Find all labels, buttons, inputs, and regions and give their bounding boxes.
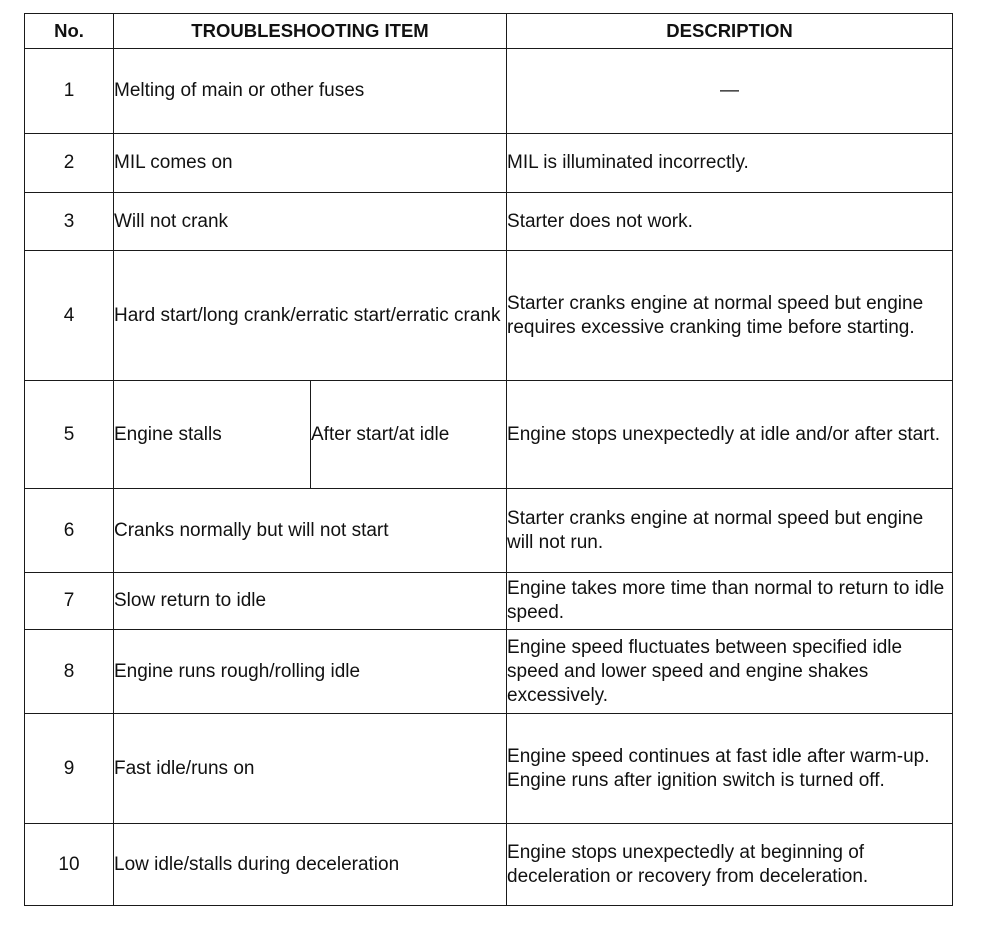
table-row: [25, 134, 953, 193]
description-cell: Engine speed fluctuates between specified idle speed and lower speed and engine shakes excessively.: [507, 630, 953, 714]
row-number: 3: [25, 193, 114, 251]
description-cell: Engine takes more time than normal to return to idle speed.: [507, 573, 953, 630]
row-number: 10: [25, 824, 114, 906]
header-description: DESCRIPTION: [507, 14, 953, 49]
row-number: 2: [25, 134, 114, 193]
table-row: [25, 573, 953, 630]
row-number: 6: [25, 489, 114, 573]
table-row: [25, 251, 953, 381]
troubleshooting-item: Engine stalls: [114, 381, 311, 489]
troubleshooting-item: Slow return to idle: [114, 573, 507, 630]
troubleshooting-sub-item: After start/at idle: [311, 381, 507, 489]
header-row: [25, 14, 953, 49]
table-row: [25, 193, 953, 251]
troubleshooting-item: Engine runs rough/rolling idle: [114, 630, 507, 714]
table-row: [25, 824, 953, 906]
row-number: 9: [25, 714, 114, 824]
description-cell: Engine stops unexpectedly at beginning of deceleration or recovery from deceleration.: [507, 824, 953, 906]
description-cell: Starter does not work.: [507, 193, 953, 251]
troubleshooting-item: Fast idle/runs on: [114, 714, 507, 824]
row-number: 5: [25, 381, 114, 489]
description-cell: Starter cranks engine at normal speed but engine will not run.: [507, 489, 953, 573]
row-number: 8: [25, 630, 114, 714]
description-cell: Starter cranks engine at normal speed but engine requires excessive cranking time before starting.: [507, 251, 953, 381]
row-number: 1: [25, 49, 114, 134]
troubleshooting-item: Hard start/long crank/erratic start/erratic crank: [114, 251, 507, 381]
troubleshooting-table: [24, 13, 953, 906]
troubleshooting-item: Will not crank: [114, 193, 507, 251]
description-cell: MIL is illuminated incorrectly.: [507, 134, 953, 193]
table-row: [25, 381, 953, 489]
troubleshooting-item: Cranks normally but will not start: [114, 489, 507, 573]
troubleshooting-item: Low idle/stalls during deceleration: [114, 824, 507, 906]
header-no: No.: [25, 14, 114, 49]
description-cell: —: [507, 49, 953, 134]
row-number: 7: [25, 573, 114, 630]
description-cell: Engine stops unexpectedly at idle and/or after start.: [507, 381, 953, 489]
table-row: [25, 630, 953, 714]
table-row: [25, 489, 953, 573]
troubleshooting-item: MIL comes on: [114, 134, 507, 193]
table-row: [25, 714, 953, 824]
row-number: 4: [25, 251, 114, 381]
header-troubleshooting-item: TROUBLESHOOTING ITEM: [114, 14, 507, 49]
table-row: [25, 49, 953, 134]
troubleshooting-item: Melting of main or other fuses: [114, 49, 507, 134]
description-cell: Engine speed continues at fast idle after warm-up. Engine runs after ignition switch is turned off.: [507, 714, 953, 824]
